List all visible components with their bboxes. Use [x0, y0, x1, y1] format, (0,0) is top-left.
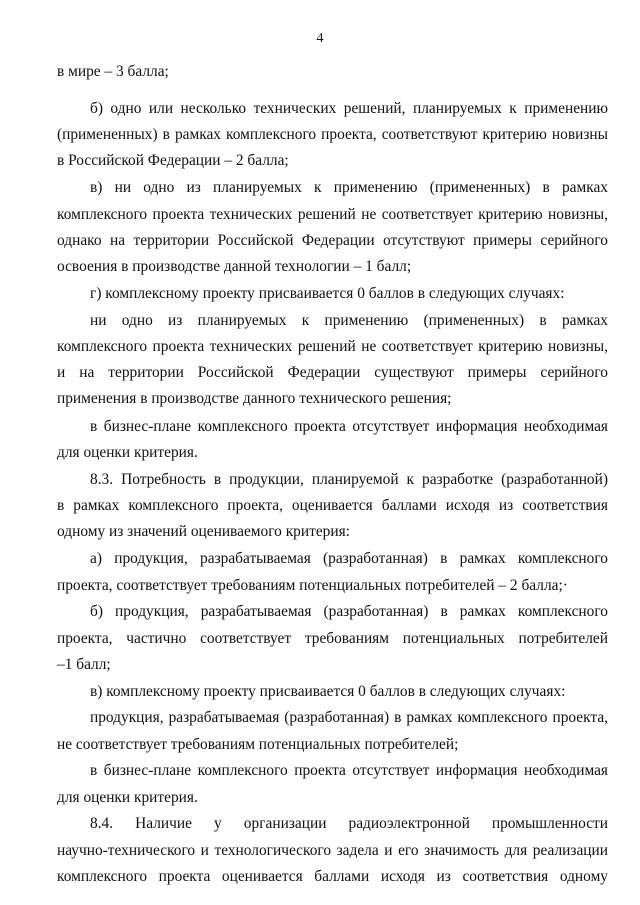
- text-line: комплексного проекта технических решений не соответствует критерию новизны,: [57, 206, 608, 223]
- text-line: проекта, частично соответствует требованиям потенциальных потребителей: [57, 630, 608, 647]
- text-line: освоения в производстве данной технологии – 1 балл;: [57, 258, 412, 275]
- text-line: для оценки критерия.: [57, 789, 198, 806]
- text-line: б) продукция, разрабатываемая (разработанная) в рамках комплексного: [90, 603, 608, 620]
- text-line: в бизнес-плане комплексного проекта отсутствует информация необходимая: [90, 418, 608, 435]
- page-number: 4: [316, 31, 324, 46]
- text-line: –1 балл;: [57, 656, 111, 673]
- text-line: одному из значений оцениваемого критерия:: [57, 523, 350, 540]
- text-line: для оценки критерия.: [57, 444, 198, 461]
- text-line: 8.4. Наличие у организации радиоэлектронной промышленности: [90, 815, 608, 832]
- text-line: а) продукция, разрабатываемая (разработанная) в рамках комплексного: [90, 550, 608, 567]
- text-line: б) одно или несколько технических решений, планируемых к применению: [90, 100, 608, 117]
- text-line: в рамках комплексного проекта, оценивается баллами исходя из соответствия: [57, 497, 608, 514]
- text-line: 8.3. Потребность в продукции, планируемой к разработке (разработанной): [90, 471, 608, 488]
- text-line: комплексного проекта технических решений не соответствует критерию новизны,: [57, 338, 608, 355]
- text-line: в бизнес-плане комплексного проекта отсутствует информация необходимая: [90, 762, 608, 779]
- text-line: в) ни одно из планируемых к применению (примененных) в рамках: [90, 179, 608, 196]
- text-line: проекта, соответствует требованиям потенциальных потребителей – 2 балла;·: [57, 577, 568, 594]
- text-line: в) комплексному проекту присваивается 0 баллов в следующих случаях:: [90, 683, 566, 700]
- text-line: в Российской Федерации – 2 балла;: [57, 152, 289, 169]
- text-line: (примененных) в рамках комплексного проекта, соответствуют критерию новизны: [57, 126, 608, 143]
- text-line: не соответствует требованиям потенциальных потребителей;: [57, 736, 459, 753]
- text-line: в мире – 3 балла;: [57, 63, 169, 80]
- text-line: и на территории Российской Федерации существуют примеры серийного: [57, 364, 608, 381]
- text-line: комплексного проекта оценивается баллами исходя из соответствия одному: [57, 868, 608, 885]
- text-line: продукция, разрабатываемая (разработанная) в рамках комплексного проекта,: [90, 709, 608, 726]
- text-line: г) комплексному проекту присваивается 0 баллов в следующих случаях:: [90, 285, 565, 302]
- text-line: научно-технического и технологического задела и его значимость для реализации: [57, 842, 608, 859]
- text-line: ни одно из планируемых к применению (примененных) в рамках: [90, 312, 608, 329]
- text-line: однако на территории Российской Федерации отсутствуют примеры серийного: [57, 232, 608, 249]
- text-line: применения в производстве данного технического решения;: [57, 390, 452, 407]
